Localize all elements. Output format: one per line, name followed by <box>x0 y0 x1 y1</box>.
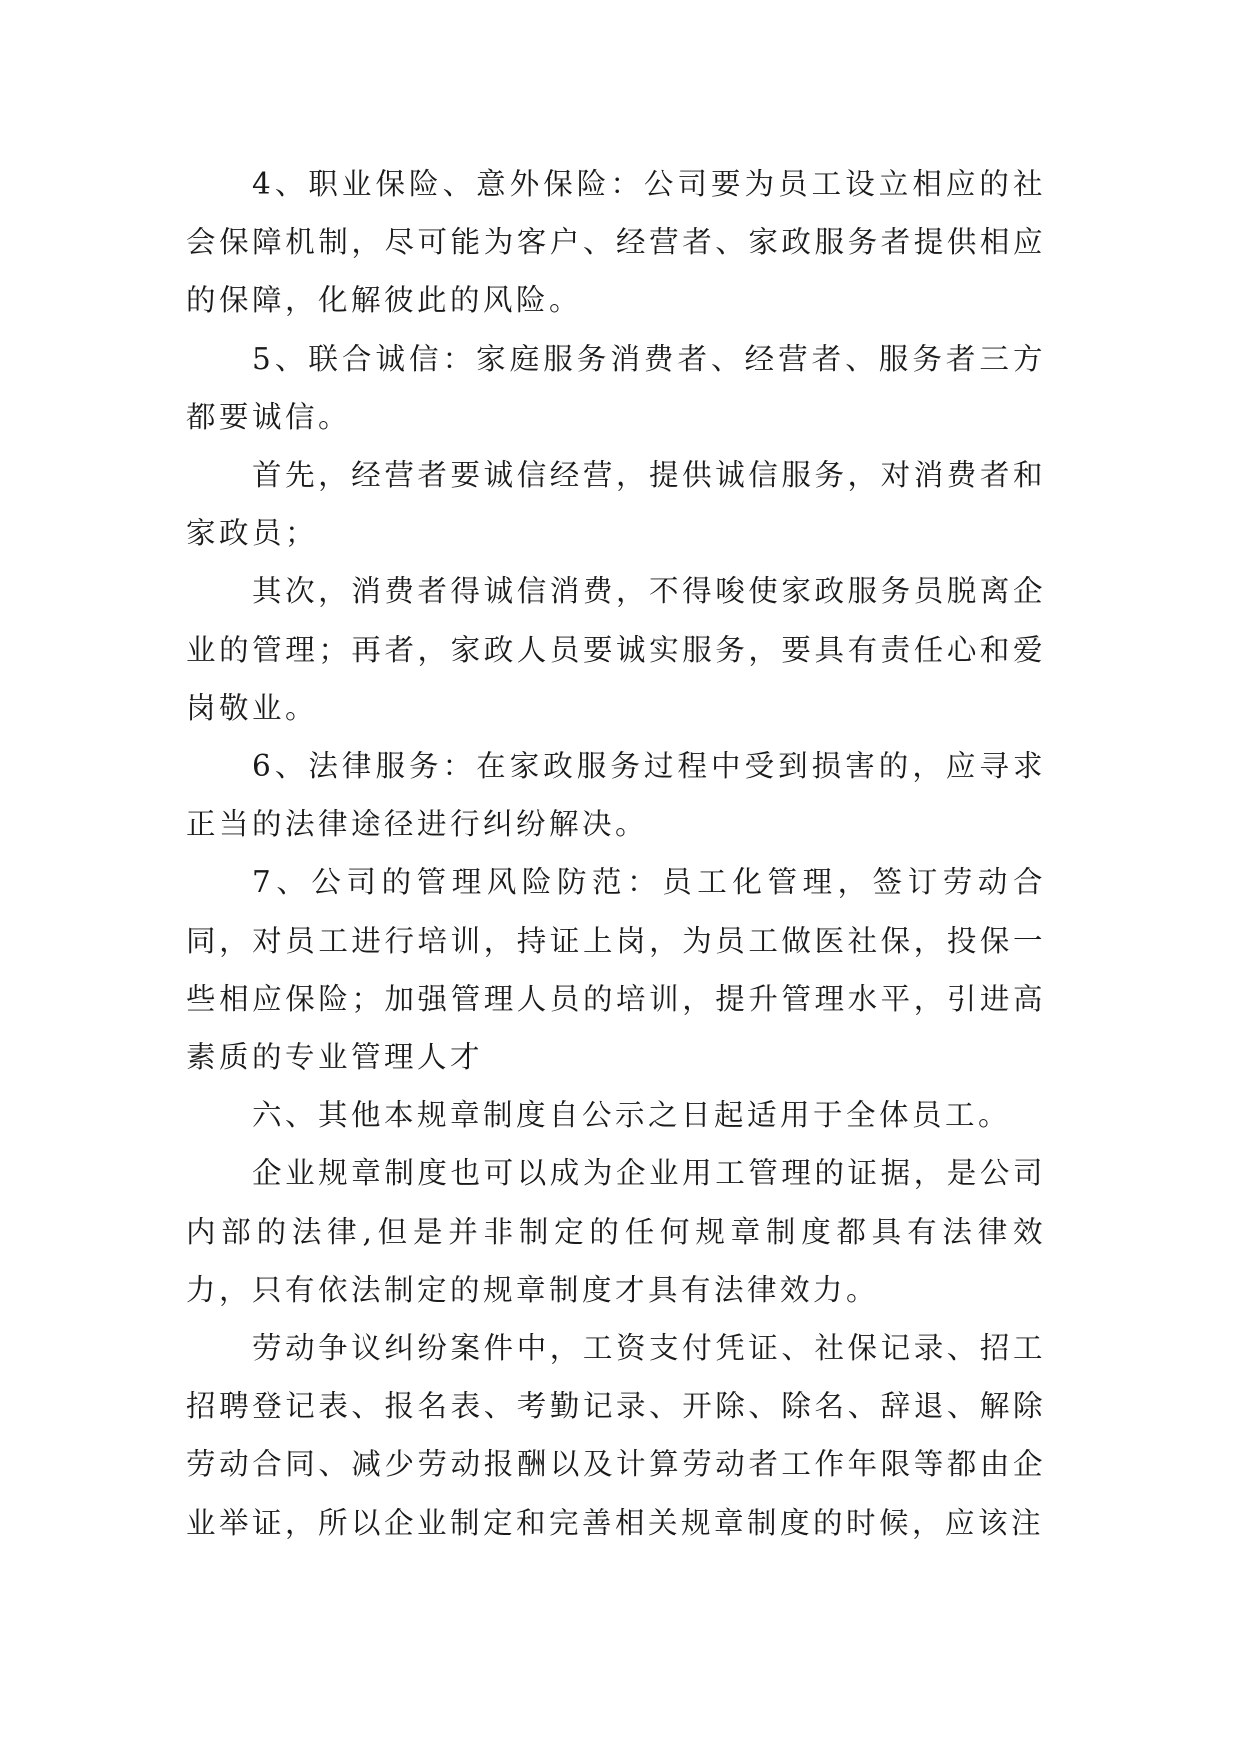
paragraph-occupational-insurance: 4、职业保险、意外保险：公司要为员工设立相应的社会保障机制，尽可能为客户、经营者、家政服务者提供相应的保障，化解彼此的风险。 <box>186 167 1046 318</box>
paragraph-section-six: 六、其他本规章制度自公示之日起适用于全体员工。 <box>252 1098 1012 1133</box>
paragraph-first-operator: 首先，经营者要诚信经营，提供诚信服务，对消费者和家政员； <box>186 458 1046 551</box>
paragraph-management-risk: 7、公司的管理风险防范：员工化管理，签订劳动合同，对员工进行培训，持证上岗，为员工做医社保，投保一些相应保险；加强管理人员的培训，提升管理水平，引进高素质的专业管理人才 <box>186 865 1046 1075</box>
document-body <box>186 155 1046 1552</box>
paragraph-rules-evidence: 企业规章制度也可以成为企业用工管理的证据，是公司内部的法律,但是并非制定的任何规章制度都具有法律效力，只有依法制定的规章制度才具有法律效力。 <box>186 1156 1046 1307</box>
paragraph-second-consumer: 其次，消费者得诚信消费，不得唆使家政服务员脱离企业的管理；再者，家政人员要诚实服务，要具有责任心和爱岗敬业。 <box>186 574 1046 725</box>
paragraph-labor-dispute: 劳动争议纠纷案件中，工资支付凭证、社保记录、招工招聘登记表、报名表、考勤记录、开除、除名、辞退、解除劳动合同、减少劳动报酬以及计算劳动者工作年限等都由企业举证，所以企业制定和完善相关规章制度的时候，应该注 <box>186 1331 1046 1540</box>
paragraph-joint-integrity: 5、联合诚信：家庭服务消费者、经营者、服务者三方都要诚信。 <box>186 341 1046 434</box>
paragraph-legal-service: 6、法律服务：在家政服务过程中受到损害的，应寻求正当的法律途径进行纠纷解决。 <box>186 749 1046 842</box>
